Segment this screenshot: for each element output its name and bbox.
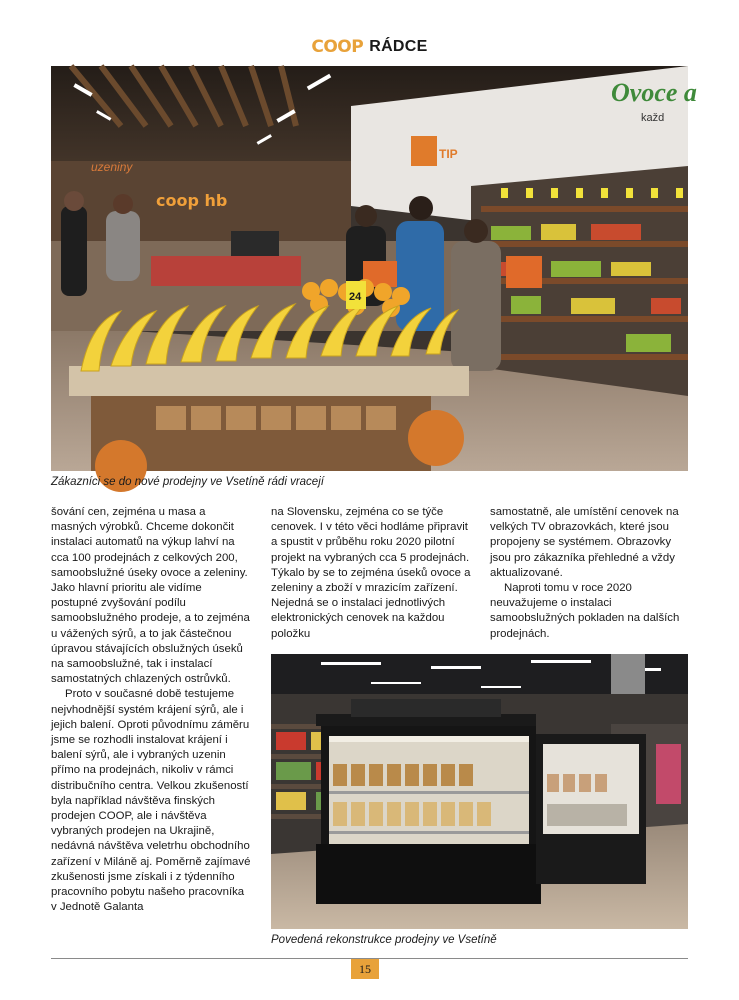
caption-top-photo: Zákazníci se do nové prodejny ve Vsetíně rádi vracejí bbox=[51, 476, 324, 488]
paragraph: šování cen, zejména u masa a masných výrobků. Chceme dokončit instalaci automatů na výkup lahví na cca 100 prodejnách z celkových 200, samoobslužné úseky ovoce a zeleniny. Jako hlavní prioritu ale vidíme postupné zvyšování podílu samoobslužného prodeje, a to zejména u vážených sýrů, a to jak částečnou úpravou stávajících obslužných úseků na samoobslužné, tak i instalací samostatných chlazených ostrůvků. bbox=[51, 506, 250, 686]
price-tag-label: 24 bbox=[349, 291, 362, 303]
wall-sign-ovoce: Ovoce a bbox=[611, 78, 697, 107]
text-column-2 bbox=[271, 505, 471, 642]
text-column-1 bbox=[51, 505, 251, 915]
caption-bottom-photo: Povedená rekonstrukce prodejny ve Vsetíně bbox=[271, 934, 497, 946]
coop-tip-sign: TIP bbox=[439, 147, 458, 161]
rubric-title: RÁDCE bbox=[369, 38, 428, 55]
store-photo-fridge bbox=[271, 654, 688, 929]
paragraph: samostatně, ale umístění cenovek na velkých TV obrazovkách, které jsou propojeny se systémem. Obrazovky jsou pro zákazníka přehledné a vždy aktualizované. bbox=[490, 506, 679, 579]
coop-hb-sign: coop hb bbox=[156, 191, 228, 210]
paragraph: Naproti tomu v roce 2020 neuvažujeme o instalaci samoobslužných pokladen na dalších prodejnách. bbox=[490, 582, 680, 640]
page-number: 15 bbox=[351, 959, 379, 979]
text-column-3 bbox=[490, 505, 690, 642]
wall-sign-sub: každ bbox=[641, 112, 665, 124]
paragraph: Proto v současné době testujeme nejvhodnější systém krájení sýrů, ale i jejich balení. Oproti původnímu záměru jsme se rozhodli instalovat krájení i balení sýrů, ale i vybraných uzenin přímo na prodejnách, nikoliv v rámci distribučního centra. Velkou zkušeností byla například návštěva finských prodejen COOP, ale i návštěva vybraných prodejen na Ukrajině, nedávná návštěva veletrhu obchodního zařízení v Miláně aj. Poměrně zajímavé zkušenosti jsme získali i z týdenního pracovního pobytu našeho pracovníka v Jednotě Galanta bbox=[51, 688, 251, 914]
coop-logo: COOP bbox=[311, 37, 364, 57]
store-photo-produce bbox=[51, 66, 697, 471]
paragraph: na Slovensku, zejména co se týče cenovek. I v této věci hodláme připravit a spustit v průběhu roku 2020 pilotní projekt na vybraných cca 5 prodejnách. Týkalo by se to zejména úseků ovoce a zeleniny a zboží v mrazicím zařízení. Nejedná se o instalaci jednotlivých elektronických cenovek na každou položku bbox=[271, 506, 471, 640]
page-header bbox=[0, 34, 739, 60]
uzeniny-sign: uzeniny bbox=[91, 160, 133, 174]
